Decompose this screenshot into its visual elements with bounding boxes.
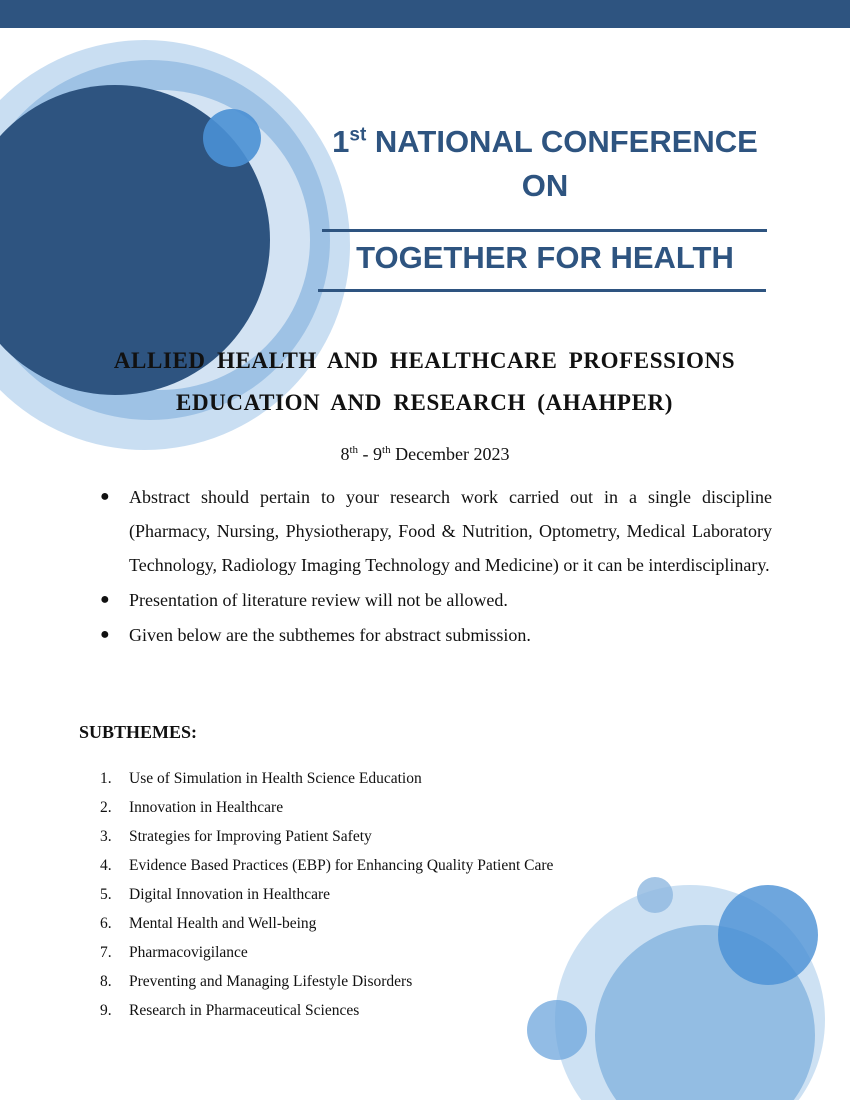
- date-day2-suffix: th: [382, 444, 391, 456]
- date-separator: -: [358, 444, 374, 464]
- subthemes-heading: SUBTHEMES:: [79, 722, 198, 742]
- conference-title-line1: [320, 120, 770, 164]
- deco-circle-br-top: [718, 885, 818, 985]
- subtheme-number: 7.: [100, 944, 112, 961]
- guideline-item: [100, 480, 772, 582]
- subtheme-number: 8.: [100, 973, 112, 990]
- conference-theme: TOGETHER FOR HEALTH: [356, 240, 734, 275]
- subtheme-text: Research in Pharmaceutical Sciences: [129, 1002, 360, 1019]
- subtitle-line2: EDUCATION AND RESEARCH (AHAHPER): [176, 390, 673, 415]
- theme-rule-top: [322, 229, 767, 232]
- title-text: NATIONAL CONFERENCE: [374, 124, 758, 159]
- bullet-icon: ●: [100, 591, 110, 608]
- theme-rule-bottom: [318, 289, 766, 292]
- subtheme-text: Strategies for Improving Patient Safety: [129, 828, 372, 845]
- subtheme-number: 4.: [100, 857, 112, 874]
- deco-circle-small-accent: [203, 109, 261, 167]
- subtheme-item: [100, 880, 553, 909]
- subtheme-item: [100, 996, 553, 1025]
- subtheme-text: Mental Health and Well-being: [129, 915, 317, 932]
- deco-circle-br-tiny: [637, 877, 673, 913]
- subtheme-number: 3.: [100, 828, 112, 845]
- conference-date: [0, 444, 850, 465]
- bullet-icon: ●: [100, 626, 110, 643]
- subtheme-item: [100, 822, 553, 851]
- subtheme-item: [100, 851, 553, 880]
- subtheme-text: Pharmacovigilance: [129, 944, 248, 961]
- subtheme-number: 5.: [100, 886, 112, 903]
- date-day2: 9: [373, 444, 383, 464]
- conference-subtitle: [92, 340, 757, 424]
- guideline-text: Abstract should pertain to your research work carried out in a single discipline (Pharmacy, Nursing, Physiotherapy, Food & Nutrition, Optometry, Medical Laboratory Technology, Radiology Imaging Technology and Medicine) or it can be interdisciplinary.: [129, 487, 772, 575]
- guideline-item: [100, 618, 772, 652]
- subtheme-number: 6.: [100, 915, 112, 932]
- title-on: ON: [521, 168, 569, 203]
- date-day1: 8: [340, 444, 350, 464]
- subtheme-item: [100, 967, 553, 996]
- subtheme-item: [100, 793, 553, 822]
- subtheme-text: Digital Innovation in Healthcare: [129, 886, 331, 903]
- guideline-item: [100, 583, 772, 617]
- date-month-year: December 2023: [390, 444, 510, 464]
- guideline-text: Given below are the subthemes for abstract submission.: [129, 625, 531, 645]
- subtheme-number: 2.: [100, 799, 112, 816]
- subtheme-item: [100, 938, 553, 967]
- ordinal-number: 1: [332, 124, 350, 159]
- subtheme-item: [100, 764, 553, 793]
- conference-title: [320, 120, 770, 208]
- subtheme-text: Innovation in Healthcare: [129, 799, 284, 816]
- guidelines-list: [100, 480, 772, 653]
- guideline-text: Presentation of literature review will not be allowed.: [129, 590, 508, 610]
- subtitle-line1: ALLIED HEALTH AND HEALTHCARE PROFESSIONS: [113, 348, 736, 373]
- subtheme-number: 1.: [100, 770, 112, 787]
- subtheme-item: [100, 909, 553, 938]
- subtheme-number: 9.: [100, 1002, 112, 1019]
- subthemes-list: [100, 764, 553, 1025]
- ordinal-suffix: st: [349, 124, 367, 146]
- subtheme-text: Evidence Based Practices (EBP) for Enhancing Quality Patient Care: [129, 857, 554, 874]
- date-day1-suffix: th: [349, 444, 359, 456]
- subtheme-text: Use of Simulation in Health Science Education: [129, 770, 422, 787]
- subtheme-text: Preventing and Managing Lifestyle Disorders: [129, 973, 413, 990]
- bullet-icon: ●: [100, 488, 110, 505]
